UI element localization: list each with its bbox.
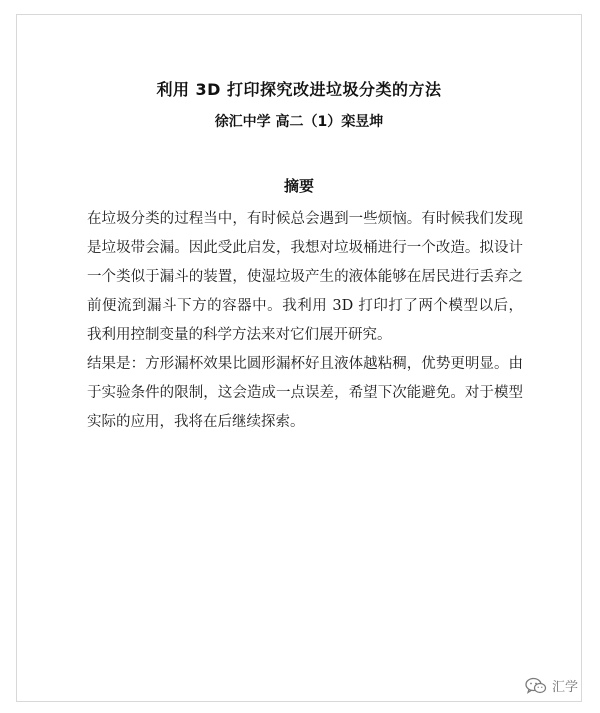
abstract-paragraph: 结果是：方形漏杯效果比圆形漏杯好且液体越粘稠，优势更明显。由于实验条件的限制，这会造成一点误差，希望下次能避免。对于模型实际的应用，我将在后继续探索。	[87, 356, 523, 430]
abstract-heading: 摘要	[283, 177, 314, 195]
watermark-label: 汇学	[551, 680, 578, 695]
abstract-paragraph: 在垃圾分类的过程当中，有时候总会遇到一些烦恼。有时候我们发现是垃圾带会漏。因此受此启发，我想对垃圾桶进行一个改造。拟设计一个类似于漏斗的装置，使湿垃圾产生的液体能够在居民进行丢弃之前便流到漏斗下方的容器中。我利用 3D 打印打了两个模型以后，我利用控制变量的科学方法来对它们展开研究。	[87, 211, 523, 343]
document-title: 利用 3D 打印探究改进垃圾分类的方法	[156, 80, 442, 99]
author-line: 徐汇中学 高二（1）栾昱坤	[214, 114, 384, 130]
wechat-icon	[525, 677, 547, 695]
abstract-body	[87, 205, 523, 437]
document-page	[16, 14, 582, 702]
watermark	[525, 676, 578, 695]
